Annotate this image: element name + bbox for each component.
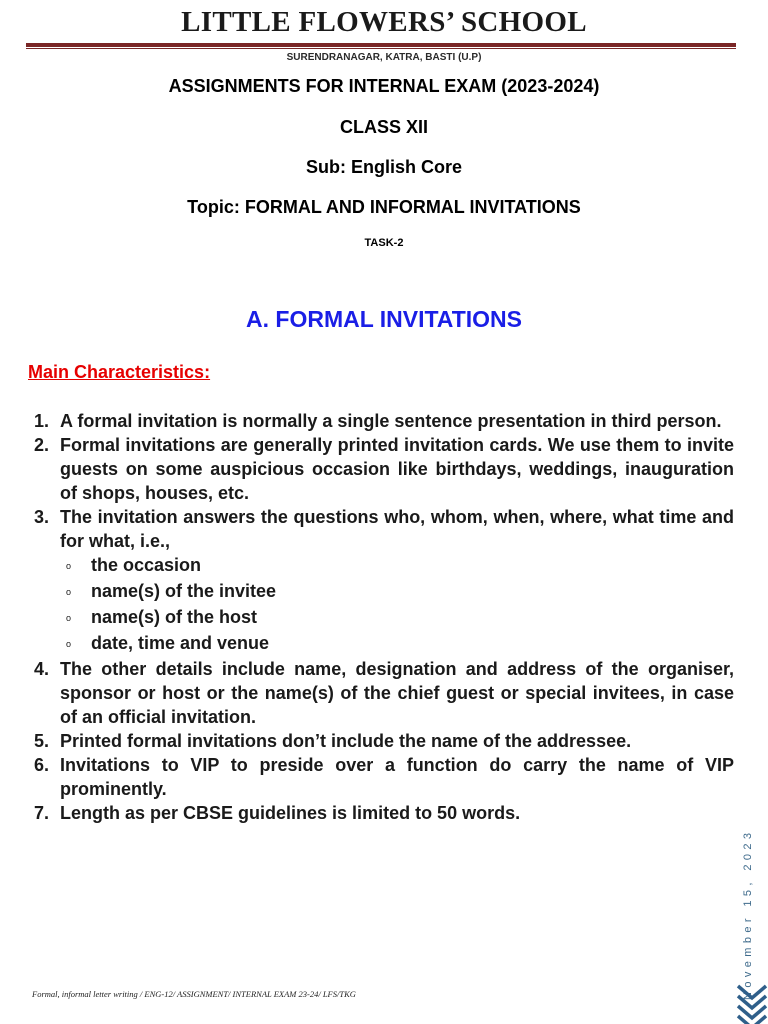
bullet-icon: o [66, 561, 72, 571]
bullet-icon: o [66, 639, 72, 649]
header-rule [26, 43, 736, 47]
class-label: CLASS XII [339, 117, 428, 137]
topic-label: Topic: FORMAL AND INFORMAL INVITATIONS [187, 197, 581, 217]
sub-list-text: the occasion [91, 555, 202, 575]
assignment-title: ASSIGNMENTS FOR INTERNAL EXAM (2023-2024) [168, 76, 600, 96]
list-text: Invitations to VIP to preside over a function do carry the name of VIP prominently. [60, 755, 734, 799]
list-text: Length as per CBSE guidelines is limited to 50 words. [60, 803, 521, 823]
sub-list-text: date, time and venue [91, 633, 270, 653]
list-number: 5. [34, 731, 50, 751]
sub-list-item [34, 631, 734, 657]
footer-text: Formal, informal letter writing / ENG-12/ ASSIGNMENT/ INTERNAL EXAM 23-24/ LFS/TKG [32, 989, 356, 999]
sub-list-text: name(s) of the invitee [91, 581, 277, 601]
list-number: 2. [34, 435, 50, 455]
section-title: A. FORMAL INVITATIONS [246, 306, 522, 332]
subject-label: Sub: English Core [305, 157, 462, 177]
list-number: 7. [34, 803, 50, 823]
school-address: SURENDRANAGAR, KATRA, BASTI (U.P) [286, 52, 482, 63]
task-label: TASK-2 [364, 237, 404, 249]
chevron-down-icon [736, 982, 768, 1024]
sub-list-item [34, 605, 734, 631]
list-item [34, 729, 734, 753]
sub-list-text: name(s) of the host [91, 607, 258, 627]
header-rule-thin [26, 48, 736, 49]
side-date: November 15, 2023 [742, 828, 754, 1000]
list-text: Printed formal invitations don’t include the name of the addressee. [60, 731, 632, 751]
school-name: LITTLE FLOWERS’ SCHOOL [181, 6, 587, 38]
main-characteristics-heading: Main Characteristics: [28, 362, 211, 382]
list-number: 1. [34, 411, 50, 431]
bullet-icon: o [66, 587, 72, 597]
sub-list-item [34, 579, 734, 605]
list-number: 6. [34, 755, 50, 775]
sub-list-item [34, 553, 734, 579]
list-number: 4. [34, 659, 50, 679]
list-text: Formal invitations are generally printed invitation cards. We use them to invite guests on some auspicious occasion like birthdays, weddings, inauguration of shops, houses, etc. [60, 435, 734, 503]
list-text: The other details include name, designation and address of the organiser, sponsor or host or the name(s) of the chief guest or special invitees, in case of an official invitation. [60, 659, 734, 727]
characteristics-list [34, 409, 734, 825]
list-item [34, 801, 734, 825]
bullet-icon: o [66, 613, 72, 623]
list-item [34, 657, 734, 729]
list-text: The invitation answers the questions who, whom, when, where, what time and for what, i.e., [60, 507, 734, 551]
list-number: 3. [34, 507, 50, 527]
list-item [34, 409, 734, 433]
list-item [34, 753, 734, 801]
list-item [34, 505, 734, 553]
list-text: A formal invitation is normally a single sentence presentation in third person. [60, 411, 722, 431]
list-item [34, 433, 734, 505]
